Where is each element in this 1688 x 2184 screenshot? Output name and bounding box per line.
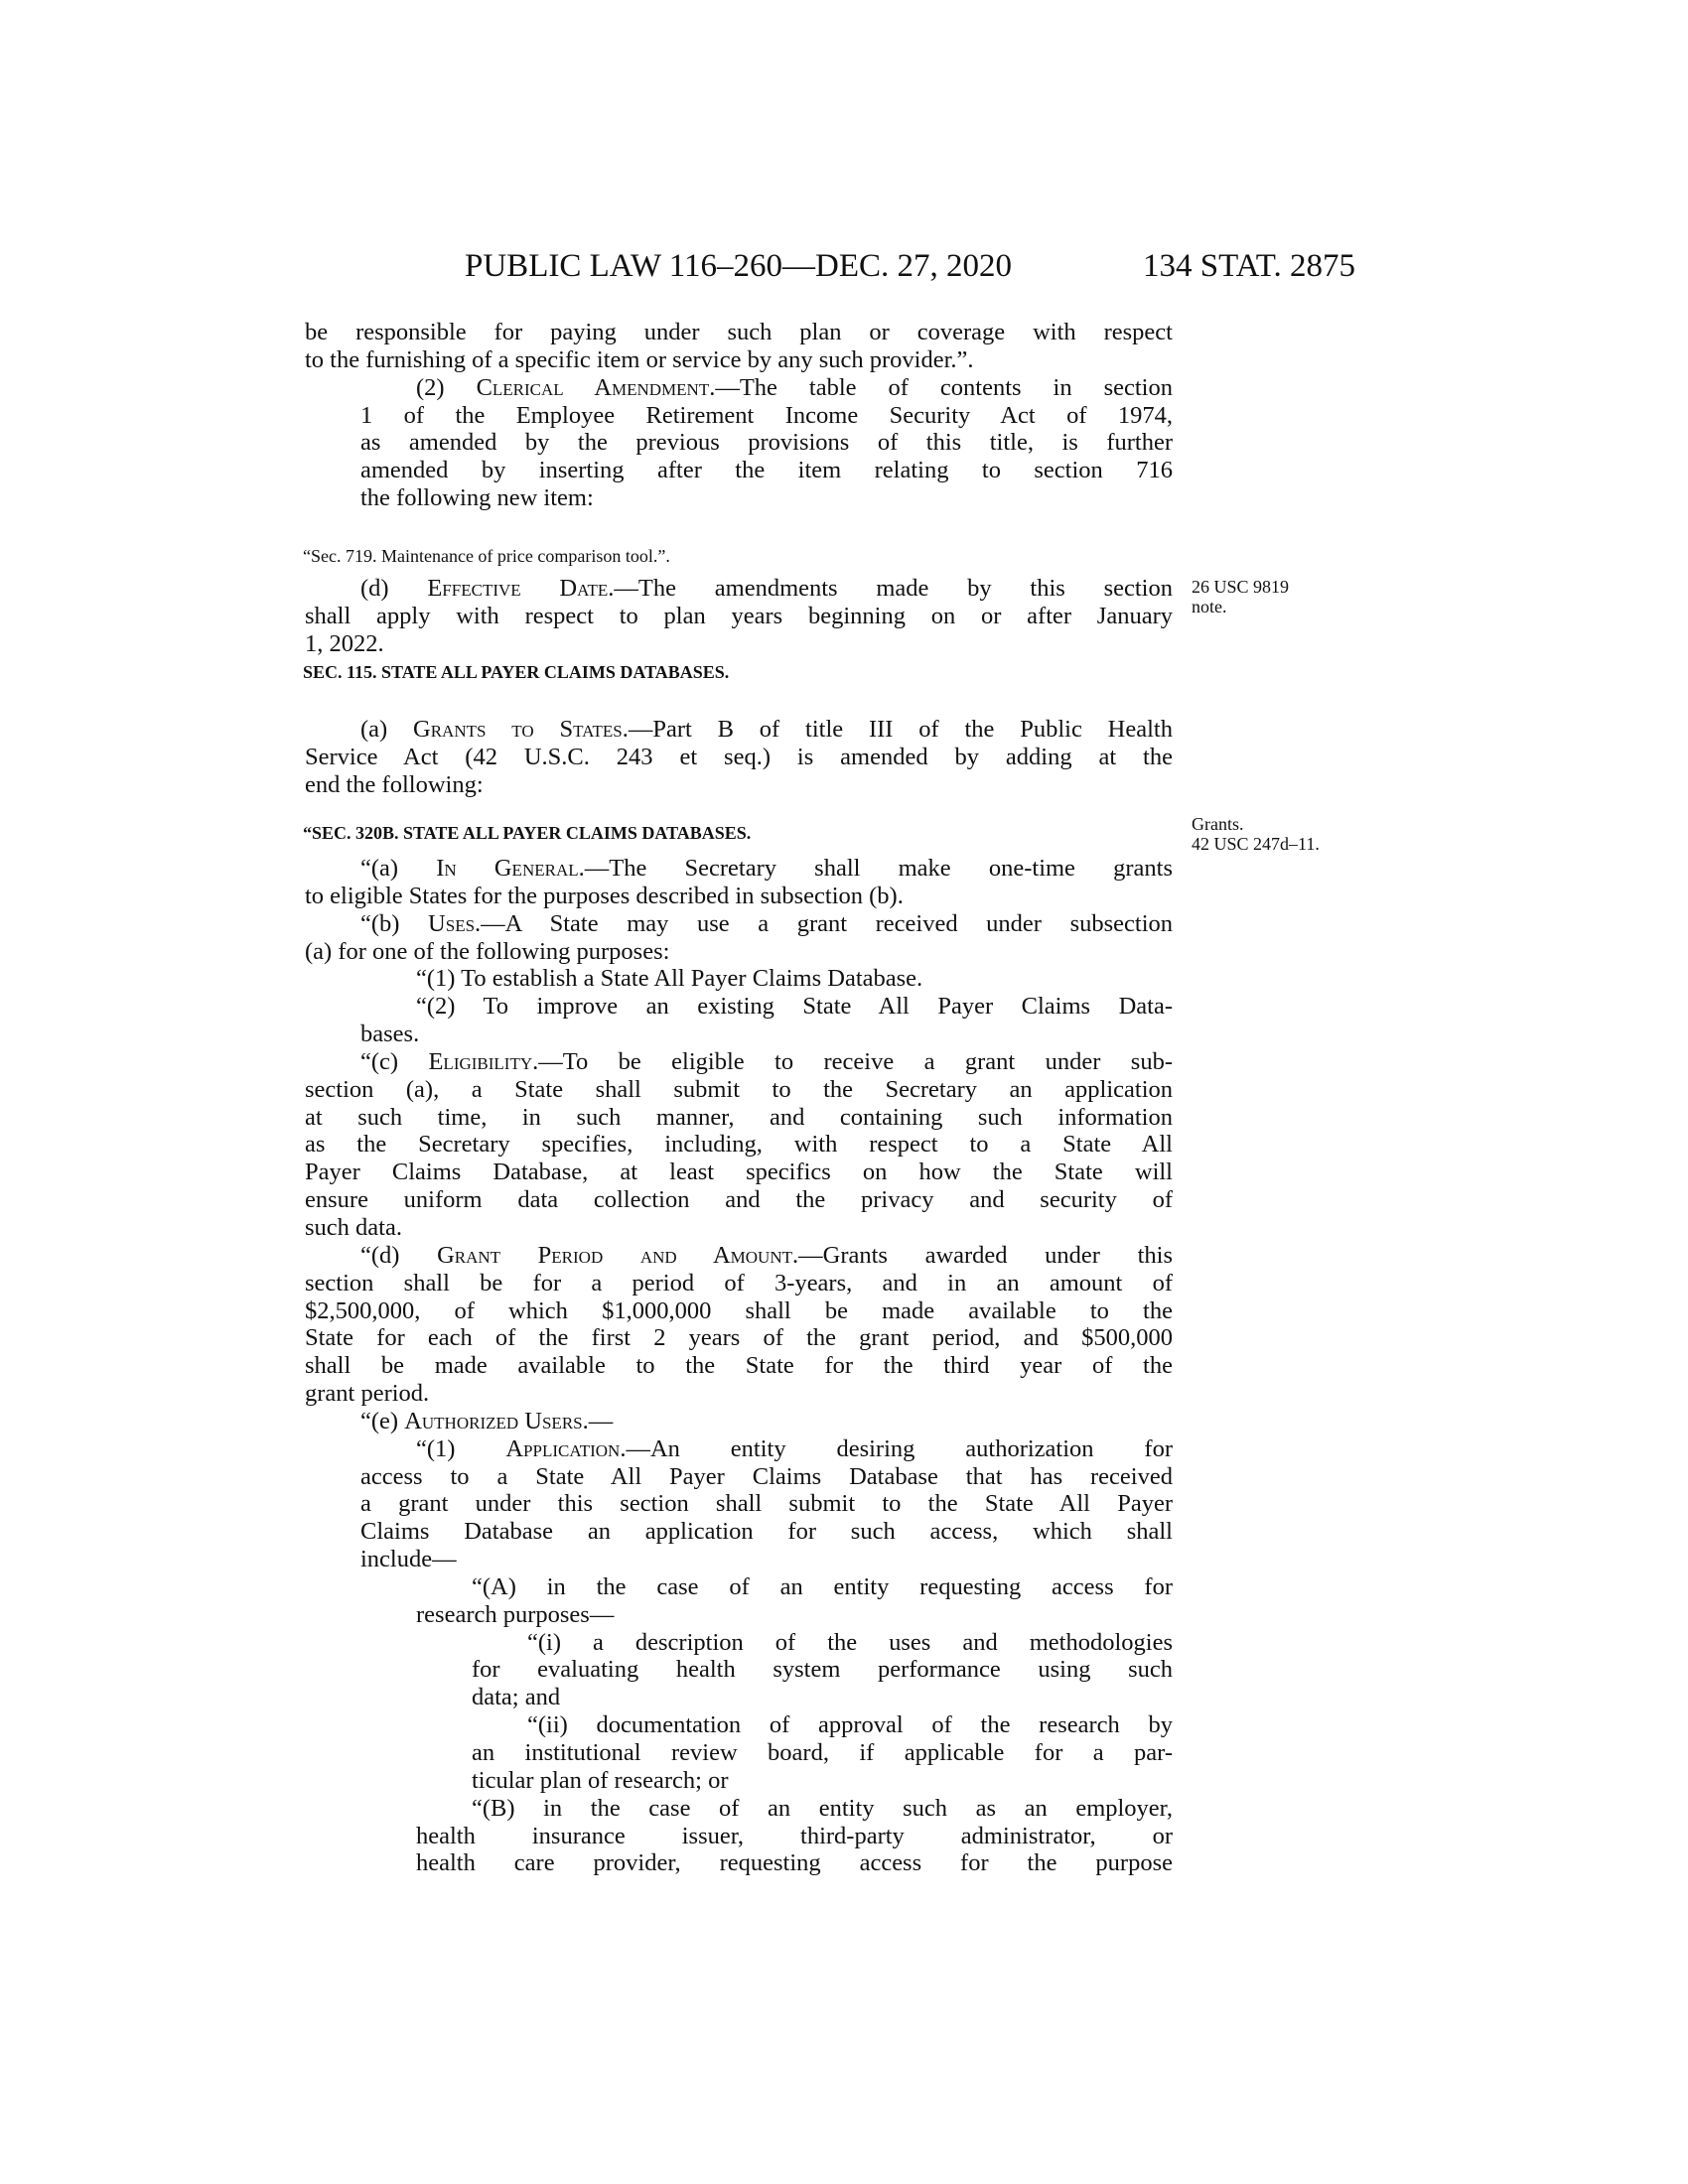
text-line [305,1324,1173,1352]
line-text: shall apply with respect to plan years beginning on or after January [305,602,1173,629]
line-text: ensure uniform data collection and the privacy and security of [305,1186,1173,1214]
line-text: as the Secretary specifies, including, with respect to a State All [305,1131,1173,1159]
text-line [305,883,1173,910]
text-line [360,1408,1173,1435]
line-text: .—An entity desiring authorization for [620,1434,1173,1462]
text-line [527,1711,1173,1739]
text-line [472,1573,1173,1601]
margin-note-line: 42 USC 247d–11. [1192,834,1320,854]
text-line [360,429,1173,457]
text-line [416,1601,1173,1629]
text-line [360,575,1173,603]
line-text: to the furnishing of a specific item or service by any such provider.”. [305,345,974,373]
line-text: to eligible States for the purposes described in subsection (b). [305,882,904,909]
line-text: (2) [416,373,477,401]
line-text: .—The table of contents in section [709,373,1173,401]
line-text: .—The Secretary shall make one-time grants [578,855,1173,882]
line-text: amended by inserting after the item relating to section 716 [360,457,1173,484]
text-line [305,319,1173,346]
line-text: data; and [472,1684,561,1711]
line-text: section (a), a State shall submit to the Secretary an application [305,1075,1173,1103]
clerical-amendment-text [0,319,1173,512]
line-text: 1, 2022. [305,629,384,657]
line-text: health insurance issuer, third-party administrator, or [416,1822,1173,1849]
line-text: $2,500,000, of which $1,000,000 shall be made available to the [305,1297,1173,1324]
text-line [305,1076,1173,1104]
text-line [305,346,1173,374]
line-text: “(ii) documentation of approval of the research by [527,1711,1173,1739]
toc-item: “Sec. 719. Maintenance of price comparison tool.”. [303,546,670,566]
line-text: “(i) a description of the uses and methodologies [527,1628,1173,1656]
line-text: for evaluating health system performance using such [472,1656,1173,1684]
text-line [305,1297,1173,1325]
line-text: “(2) To improve an existing State All Payer Claims Data- [416,993,1173,1021]
section-320b-body [0,855,1173,1877]
section-115-heading: SEC. 115. STATE ALL PAYER CLAIMS DATABASES. [303,662,730,682]
effective-date-paragraph [0,575,1173,658]
text-line [360,855,1173,883]
subsection-heading: In General [436,855,579,882]
text-line [360,1518,1173,1546]
text-line [360,1242,1173,1270]
line-text: “(1) To establish a State All Payer Claims Database. [416,965,923,993]
text-line [360,484,1173,512]
text-line [360,402,1173,430]
text-line [305,603,1173,630]
text-line [360,1490,1173,1518]
line-text: “(1) [416,1434,506,1462]
line-text: the following new item: [360,484,594,512]
subsection-heading: Authorized Users [404,1407,583,1434]
text-line [416,1849,1173,1877]
text-line [305,1159,1173,1186]
text-line [416,374,1173,402]
line-text: a grant under this section shall submit to the State All Payer [360,1490,1173,1518]
subsection-heading: Effective Date [427,575,609,602]
line-text: “(d) [360,1241,438,1269]
text-line [416,993,1173,1021]
text-line [305,744,1173,771]
line-text: access to a State All Payer Claims Database that has received [360,1462,1173,1490]
line-text: .—Grants awarded under this [792,1241,1173,1269]
text-line [360,1048,1173,1076]
line-text: “(e) [360,1407,405,1434]
line-text: at such time, in such manner, and containing such information [305,1103,1173,1131]
text-line [472,1795,1173,1823]
line-text: an institutional review board, if applicable for a par- [472,1739,1173,1766]
line-text: .—To be eligible to receive a grant under sub- [532,1047,1173,1075]
subsection-heading: Eligibility [428,1047,533,1075]
subsection-heading: Grants to States [413,716,623,743]
text-line [305,1270,1173,1297]
subsection-heading: Application [505,1434,621,1462]
text-line [416,1823,1173,1850]
page-stat-number: 134 STAT. 2875 [1143,248,1356,284]
line-text: “(A) in the case of an entity requesting access for [472,1572,1173,1600]
text-line [472,1739,1173,1767]
line-text: bases. [360,1021,420,1048]
margin-note-line: note. [1192,597,1227,616]
line-text: Claims Database an application for such access, which shall [360,1518,1173,1546]
line-text: section shall be for a period of 3-years, and in an amount of [305,1269,1173,1297]
line-text: research purposes— [416,1600,615,1628]
line-text: State for each of the first 2 years of the grant period, and $500,000 [305,1324,1173,1352]
margin-note-26usc [1192,577,1289,616]
text-line [305,1186,1173,1214]
line-text: (a) [360,716,414,743]
text-line [305,1214,1173,1242]
line-text: .—A State may use a grant received under subsection [475,909,1173,937]
margin-note-line: 26 USC 9819 [1192,577,1290,597]
line-text: end the following: [305,770,484,798]
line-text: health care provider, requesting access for the purpose [416,1849,1173,1877]
line-text: shall be made available to the State for the third year of the [305,1352,1173,1380]
line-text: “(a) [360,855,437,882]
line-text: (d) [360,575,428,602]
subsection-heading: Clerical Amendment [476,373,710,401]
text-line [305,1380,1173,1408]
line-text: ticular plan of research; or [472,1766,729,1794]
text-line [305,630,1173,658]
subsection-heading: Grant Period and Amount [437,1241,792,1269]
text-line [360,1463,1173,1491]
text-line [527,1629,1173,1657]
margin-note-grants [1192,814,1320,854]
running-head-title: PUBLIC LAW 116–260—DEC. 27, 2020 [465,248,1013,284]
text-line [472,1684,1173,1711]
section-320b-heading: “SEC. 320B. STATE ALL PAYER CLAIMS DATABASES. [303,823,752,843]
line-text: Service Act (42 U.S.C. 243 et seq.) is amended by adding at the [305,743,1173,770]
line-text: grant period. [305,1380,430,1408]
text-line [360,910,1173,938]
text-line [360,1021,1173,1048]
text-line [416,965,1173,993]
text-line [360,457,1173,484]
margin-note-line: Grants. [1192,814,1244,834]
grants-to-states-paragraph [0,716,1173,799]
line-text: 1 of the Employee Retirement Income Security Act of 1974, [360,401,1173,429]
line-text: .—Part B of title III of the Public Health [622,716,1173,743]
line-text: such data. [305,1213,402,1241]
line-text: “(B) in the case of an entity such as an employer, [472,1794,1173,1822]
line-text: .— [582,1407,614,1434]
line-text: .—The amendments made by this section [608,575,1173,602]
text-line [416,1435,1173,1463]
line-text: Payer Claims Database, at least specifics on how the State will [305,1159,1173,1186]
line-text: “(b) [360,909,429,937]
text-line [305,1352,1173,1380]
subsection-heading: Uses [428,909,476,937]
text-line [472,1767,1173,1795]
line-text: as amended by the previous provisions of this title, is further [360,429,1173,457]
text-line [305,938,1173,966]
text-line [472,1656,1173,1684]
line-text: “(c) [360,1047,429,1075]
text-line [305,1131,1173,1159]
text-line [360,716,1173,744]
text-line [360,1546,1173,1573]
text-line [305,771,1173,799]
line-text: include— [360,1546,457,1573]
line-text: be responsible for paying under such plan or coverage with respect [305,319,1173,345]
line-text: (a) for one of the following purposes: [305,937,670,965]
text-line [305,1104,1173,1132]
